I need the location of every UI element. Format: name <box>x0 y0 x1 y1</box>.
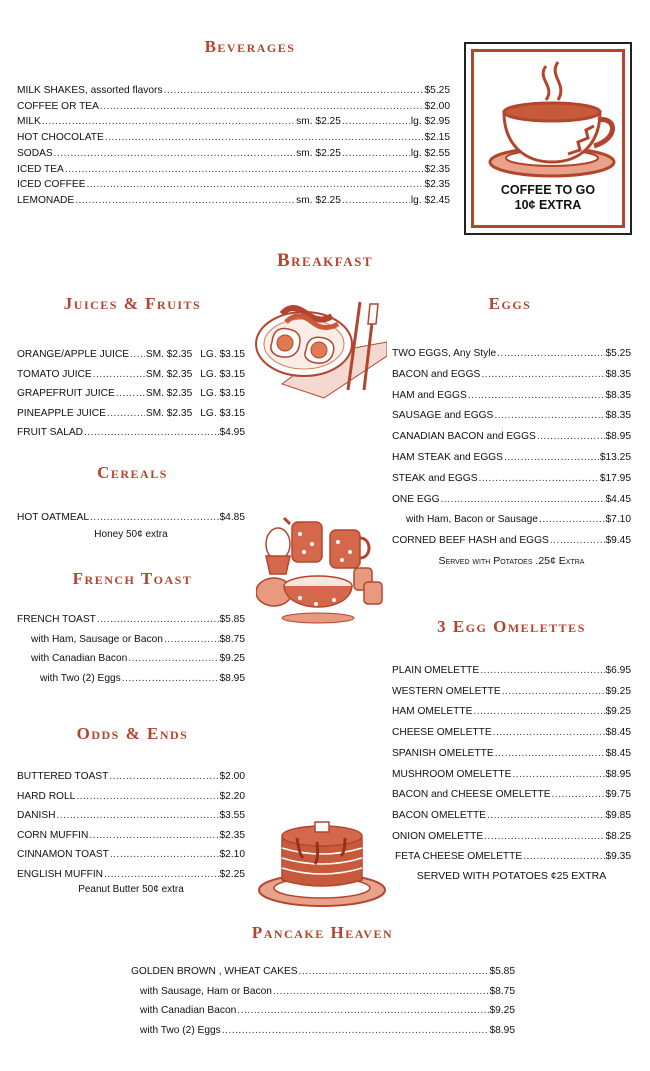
item-price: $9.85 <box>605 809 631 821</box>
odds-ends-list <box>17 767 245 885</box>
cereals-list <box>17 508 245 528</box>
item-name: PINEAPPLE JUICE <box>17 407 106 419</box>
item-name: CORNED BEEF HASH and EGGS <box>392 535 549 547</box>
menu-item <box>17 365 245 385</box>
menu-item <box>392 723 631 744</box>
item-price: $2.00 <box>219 771 245 782</box>
item-price-small: sm. $2.25 <box>296 147 341 159</box>
pancake-stack-icon <box>257 818 387 908</box>
item-price: $4.45 <box>605 493 631 505</box>
item-name: LEMONADE <box>17 194 75 206</box>
item-price: $8.35 <box>605 368 631 380</box>
item-price-small: SM. $2.35 <box>145 388 193 400</box>
item-name: WESTERN OMELETTE <box>392 685 501 697</box>
menu-item <box>17 384 245 404</box>
item-price: lg. $2.45 <box>410 194 450 206</box>
menu-item <box>392 386 631 407</box>
item-price: $2.35 <box>424 179 450 191</box>
item-name: GOLDEN BROWN , WHEAT CAKES <box>131 966 298 977</box>
menu-item <box>392 490 631 511</box>
menu-item <box>392 344 631 365</box>
item-price: $2.15 <box>424 132 450 144</box>
item-name: ONION OMELETTE <box>392 830 484 842</box>
menu-item <box>392 661 631 682</box>
menu-item <box>17 787 245 807</box>
item-name: HAM STEAK and EGGS <box>392 451 503 463</box>
item-name: CHEESE OMELETTE <box>392 727 492 739</box>
item-name: with Two (2) Eggs <box>140 1024 221 1036</box>
coffee-to-go-box <box>464 42 632 235</box>
menu-item <box>17 193 450 209</box>
coffee-to-go-frame <box>471 49 625 228</box>
item-name: HOT CHOCOLATE <box>17 132 104 144</box>
item-price-small: SM. $2.35 <box>145 407 193 419</box>
menu-item <box>17 508 245 528</box>
item-price: $8.95 <box>605 431 631 443</box>
item-price-large: LG. $3.15 <box>200 368 245 380</box>
item-price-large: LG. $3.15 <box>200 407 245 419</box>
menu-item <box>392 531 631 552</box>
item-price-small: SM. $2.35 <box>145 349 193 360</box>
menu-item <box>17 404 245 424</box>
item-name: with Ham, Sausage or Bacon <box>31 633 163 645</box>
item-price: $2.20 <box>219 790 245 802</box>
menu-item <box>17 669 245 689</box>
menu-item <box>17 649 245 669</box>
menu-item <box>17 114 450 130</box>
item-price: $8.45 <box>605 747 631 759</box>
item-price: $8.95 <box>489 1024 515 1036</box>
item-price: $5.85 <box>489 966 515 977</box>
item-name: MUSHROOM OMELETTE <box>392 768 512 780</box>
item-price: $2.25 <box>219 868 245 880</box>
item-price: $9.25 <box>489 1005 515 1016</box>
item-price: $9.25 <box>219 653 245 665</box>
item-price-large: LG. $3.15 <box>200 349 245 360</box>
menu-item <box>17 130 450 146</box>
item-price: $13.25 <box>599 451 631 463</box>
item-price: $7.10 <box>605 514 631 526</box>
item-price: $9.25 <box>605 706 631 718</box>
french-toast-title: French Toast <box>72 569 193 588</box>
item-price: $8.75 <box>489 985 515 997</box>
menu-item <box>392 785 631 806</box>
menu-item <box>17 83 450 99</box>
menu-item <box>392 448 631 469</box>
menu-item <box>392 365 631 386</box>
item-price: $5.25 <box>605 348 631 359</box>
omelettes-note: SERVED WITH POTATOES ¢25 EXTRA <box>416 870 607 882</box>
item-name: HAM and EGGS <box>392 389 467 401</box>
item-name: ICED COFFEE <box>17 179 86 191</box>
item-name: BACON and EGGS <box>392 368 481 380</box>
menu-item <box>392 427 631 448</box>
item-price: $9.75 <box>605 789 631 801</box>
item-name: CORN MUFFIN <box>17 829 89 841</box>
item-name: FRUIT SALAD <box>17 427 84 439</box>
breakfast-title: Breakfast <box>277 250 373 271</box>
item-price-small: sm. $2.25 <box>296 116 341 128</box>
menu-item <box>392 847 631 868</box>
juices-title: Juices & Fruits <box>63 294 202 313</box>
item-price: $2.35 <box>424 163 450 175</box>
coffee-to-go-line1: COFFEE TO GO <box>500 183 596 197</box>
menu-item <box>17 162 450 178</box>
item-name: with Canadian Bacon <box>140 1005 237 1016</box>
menu-item <box>392 827 631 848</box>
item-price: $4.85 <box>219 512 245 523</box>
item-price: $8.95 <box>219 672 245 684</box>
item-name: SAUSAGE and EGGS <box>392 410 494 422</box>
item-name: with Ham, Bacon or Sausage <box>406 514 538 526</box>
item-price: $2.35 <box>219 829 245 841</box>
item-price-small: SM. $2.35 <box>145 368 193 380</box>
item-price: $8.95 <box>605 768 631 780</box>
menu-item <box>17 826 245 846</box>
item-name: SODAS <box>17 147 53 159</box>
menu-item <box>17 630 245 650</box>
item-name: TOMATO JUICE <box>17 368 92 380</box>
eggs-title: Eggs <box>488 294 532 313</box>
item-name: BACON OMELETTE <box>392 809 486 821</box>
menu-item <box>131 1001 515 1021</box>
item-name: with Two (2) Eggs <box>40 672 121 684</box>
item-price: $9.45 <box>605 535 631 547</box>
menu-item <box>17 845 245 865</box>
item-name: GRAPEFRUIT JUICE <box>17 388 115 400</box>
item-name: ONE EGG <box>392 493 440 505</box>
item-price: $2.00 <box>424 100 450 112</box>
item-name: HARD ROLL <box>17 790 76 802</box>
item-price: lg. $2.55 <box>410 147 450 159</box>
menu-item <box>392 702 631 723</box>
item-name: STEAK and EGGS <box>392 472 478 484</box>
menu-item <box>17 423 245 443</box>
item-name: DANISH <box>17 810 56 822</box>
item-price: $8.75 <box>219 633 245 645</box>
item-name: BACON and CHEESE OMELETTE <box>392 789 551 801</box>
omelettes-list <box>392 661 631 868</box>
item-price: $8.25 <box>605 830 631 842</box>
item-name: HOT OATMEAL <box>17 512 90 523</box>
menu-item <box>131 962 515 982</box>
omelettes-title: 3 Egg Omelettes <box>437 617 586 636</box>
item-price: $6.95 <box>605 665 631 676</box>
menu-item <box>17 177 450 193</box>
item-name: BUTTERED TOAST <box>17 771 109 782</box>
item-name: FRENCH TOAST <box>17 614 96 625</box>
item-price: $17.95 <box>599 472 631 484</box>
item-price: $5.85 <box>219 614 245 625</box>
pancakes-title: Pancake Heaven <box>251 923 394 942</box>
coffee-to-go-text <box>474 183 622 213</box>
eggs-bacon-plate-icon <box>252 294 387 399</box>
menu-item <box>392 765 631 786</box>
item-name: FETA CHEESE OMELETTE <box>395 851 523 863</box>
cereals-title: Cereals <box>97 463 168 482</box>
beverages-list <box>17 83 450 209</box>
french-toast-list <box>17 610 245 688</box>
item-price: $3.55 <box>219 810 245 822</box>
item-name: TWO EGGS, Any Style <box>392 348 497 359</box>
menu-item <box>17 610 245 630</box>
item-price: $9.25 <box>605 685 631 697</box>
item-name: with Canadian Bacon <box>31 653 128 665</box>
breakfast-set-icon <box>256 514 386 624</box>
item-price: $2.10 <box>219 849 245 861</box>
menu-item <box>17 345 245 365</box>
coffee-to-go-line2: 10¢ EXTRA <box>514 198 582 212</box>
eggs-note: Served with Potatoes .25¢ Extra <box>438 555 585 567</box>
menu-item <box>392 510 631 531</box>
item-name: MILK SHAKES, assorted flavors <box>17 85 163 96</box>
cereals-note: Honey 50¢ extra <box>94 529 168 540</box>
menu-item <box>392 806 631 827</box>
beverages-title: Beverages <box>204 37 296 56</box>
item-price: $9.35 <box>605 851 631 863</box>
item-price: $8.35 <box>605 410 631 422</box>
item-name: COFFEE OR TEA <box>17 100 99 112</box>
menu-item <box>392 406 631 427</box>
item-price-large: LG. $3.15 <box>200 388 245 400</box>
item-name: CINNAMON TOAST <box>17 849 109 861</box>
item-name: CANADIAN BACON and EGGS <box>392 431 536 443</box>
item-price: lg. $2.95 <box>410 116 450 128</box>
item-price: $8.35 <box>605 389 631 401</box>
coffee-cup-icon <box>476 54 626 184</box>
menu-item <box>392 469 631 490</box>
juices-list <box>17 345 245 443</box>
item-name: MILK <box>17 116 41 128</box>
item-name: ORANGE/APPLE JUICE <box>17 349 130 360</box>
item-name: SPANISH OMELETTE <box>392 747 494 759</box>
eggs-list <box>392 344 631 552</box>
pancakes-list <box>131 962 515 1040</box>
menu-item <box>17 806 245 826</box>
menu-item <box>17 99 450 115</box>
item-price: $5.25 <box>424 85 450 96</box>
menu-item <box>17 767 245 787</box>
menu-item <box>392 744 631 765</box>
menu-item <box>17 865 245 885</box>
item-name: HAM OMELETTE <box>392 706 473 718</box>
menu-item <box>131 982 515 1002</box>
item-price-small: sm. $2.25 <box>296 194 341 206</box>
odds-ends-note: Peanut Butter 50¢ extra <box>78 884 184 895</box>
item-name: with Sausage, Ham or Bacon <box>140 985 272 997</box>
item-name: ICED TEA <box>17 163 64 175</box>
item-price: $8.45 <box>605 727 631 739</box>
menu-item <box>17 146 450 162</box>
item-name: ENGLISH MUFFIN <box>17 868 104 880</box>
menu-item <box>131 1021 515 1041</box>
odds-ends-title: Odds & Ends <box>76 724 189 743</box>
menu-item <box>392 682 631 703</box>
item-price: $4.95 <box>219 427 245 439</box>
item-name: PLAIN OMELETTE <box>392 665 480 676</box>
